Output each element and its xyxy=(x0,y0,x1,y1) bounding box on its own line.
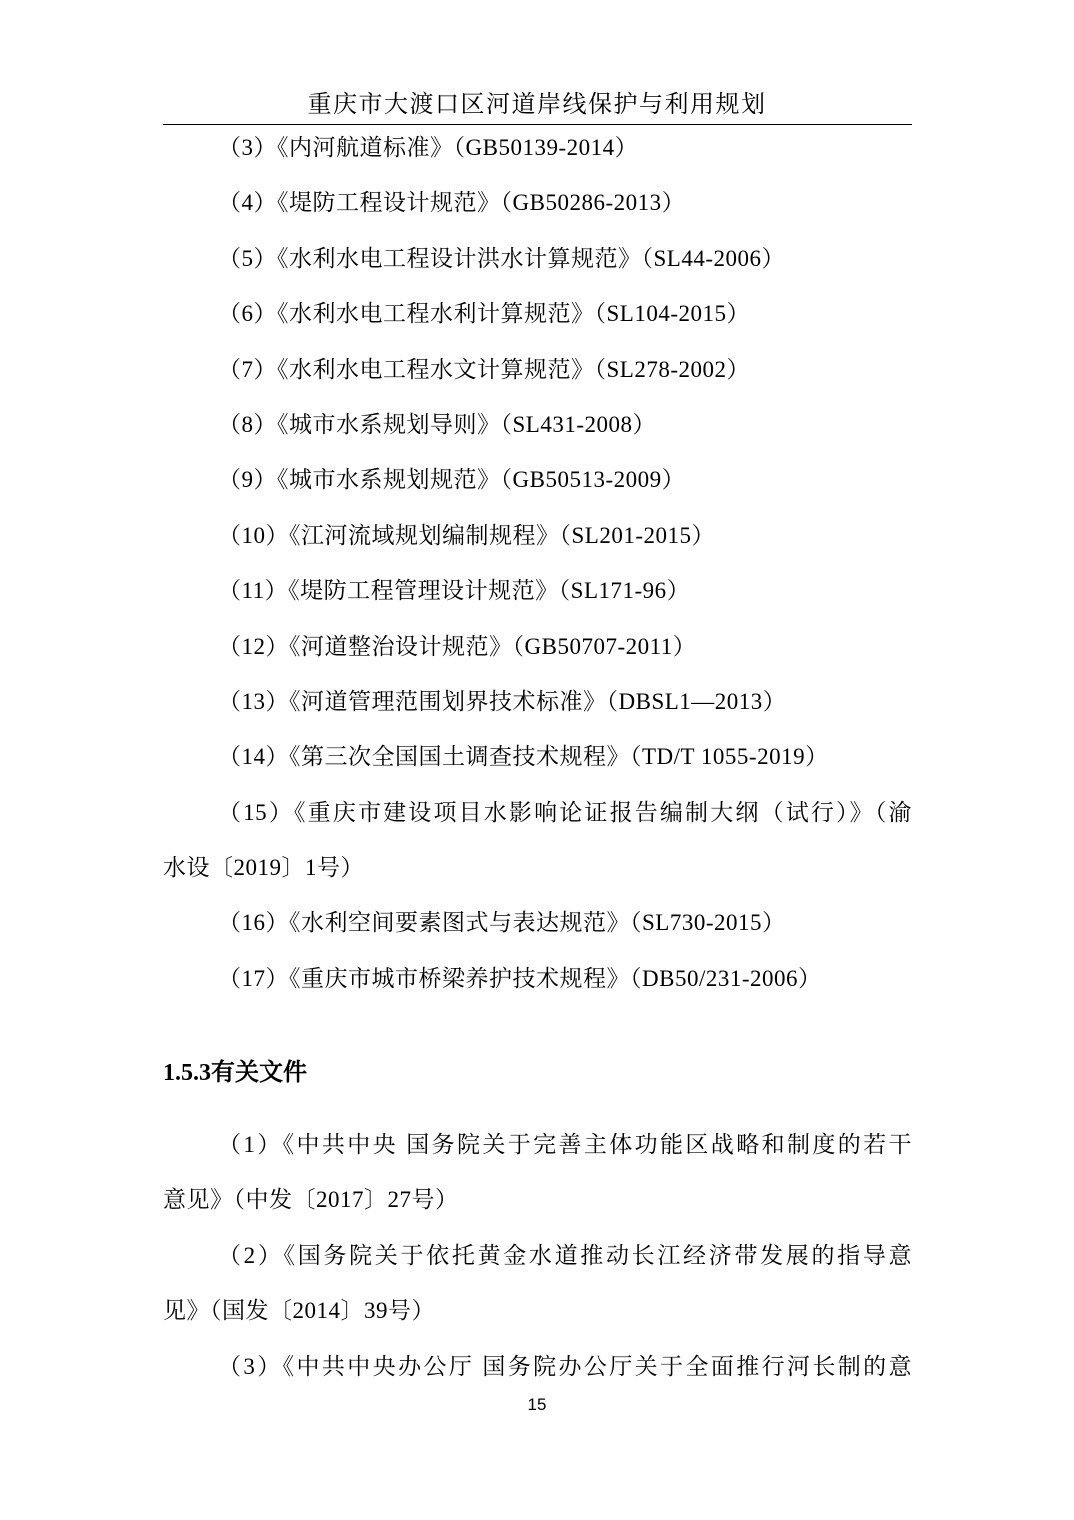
reference-item-line: （14）《第三次全国国土调查技术规程》（TD/T 1055-2019） xyxy=(218,744,829,770)
reference-item xyxy=(163,951,912,1006)
reference-item xyxy=(163,619,912,674)
reference-item xyxy=(163,452,912,507)
reference-item xyxy=(163,508,912,563)
page-number: 15 xyxy=(527,1395,547,1414)
reference-item-line: （17）《重庆市城市桥梁养护技术规程》（DB50/231-2006） xyxy=(218,965,822,991)
reference-item xyxy=(163,342,912,397)
reference-item-line: （9）《城市水系规划规范》（GB50513-2009） xyxy=(218,467,686,493)
reference-item xyxy=(163,231,912,286)
reference-item xyxy=(163,175,912,230)
related-documents-list xyxy=(163,1117,912,1394)
reference-item-line: （13）《河道管理范围划界技术标准》（DBSL1—2013） xyxy=(218,688,787,714)
reference-item xyxy=(163,729,912,784)
document-item-line: （1）《中共中央 国务院关于完善主体功能区战略和制度的若干 xyxy=(218,1132,912,1157)
document-item-line: （2）《国务院关于依托黄金水道推动长江经济带发展的指导意 xyxy=(218,1242,912,1268)
reference-item-line: 水设〔2019〕1号） xyxy=(163,855,364,881)
reference-item-line: （5）《水利水电工程设计洪水计算规范》（SL44-2006） xyxy=(218,245,785,271)
reference-item-line: （4）《堤防工程设计规范》（GB50286-2013） xyxy=(218,190,686,216)
reference-item-line: （6）《水利水电工程水利计算规范》（SL104-2015） xyxy=(218,301,750,327)
reference-item xyxy=(163,397,912,452)
reference-item-line: （15）《重庆市建设项目水影响论证报告编制大纲（试行）》（渝 xyxy=(218,799,912,825)
reference-item xyxy=(163,286,912,341)
reference-item xyxy=(163,120,912,175)
document-item xyxy=(163,1117,912,1228)
reference-item-line: （16）《水利空间要素图式与表达规范》（SL730-2015） xyxy=(218,910,786,936)
reference-item xyxy=(163,674,912,729)
reference-item-line: （10）《江河流域规划编制规程》（SL201-2015） xyxy=(218,522,715,548)
document-item xyxy=(163,1339,912,1394)
reference-item-line: （8）《城市水系规划导则》（SL431-2008） xyxy=(218,411,656,437)
running-header-title: 重庆市大渡口区河道岸线保护与利用规划 xyxy=(307,92,767,118)
reference-item xyxy=(163,785,912,896)
section-heading: 1.5.3有关文件 xyxy=(163,1060,307,1086)
reference-item-line: （7）《水利水电工程水文计算规范》（SL278-2002） xyxy=(218,356,750,382)
document-item-line: 意见》（中发〔2017〕27号） xyxy=(163,1187,459,1213)
reference-item-line: （12）《河道整治设计规范》（GB50707-2011） xyxy=(218,633,697,659)
document-item-line: （3）《中共中央办公厅 国务院办公厅关于全面推行河长制的意 xyxy=(218,1353,912,1379)
document-item-line: 见》（国发〔2014〕39号） xyxy=(163,1298,435,1324)
standards-reference-list xyxy=(163,120,912,1006)
document-item xyxy=(163,1228,912,1339)
reference-item-line: （11）《堤防工程管理设计规范》（SL171-96） xyxy=(218,578,691,604)
reference-item xyxy=(163,563,912,618)
reference-item xyxy=(163,895,912,950)
reference-item-line: （3）《内河航道标准》（GB50139-2014） xyxy=(218,135,639,160)
